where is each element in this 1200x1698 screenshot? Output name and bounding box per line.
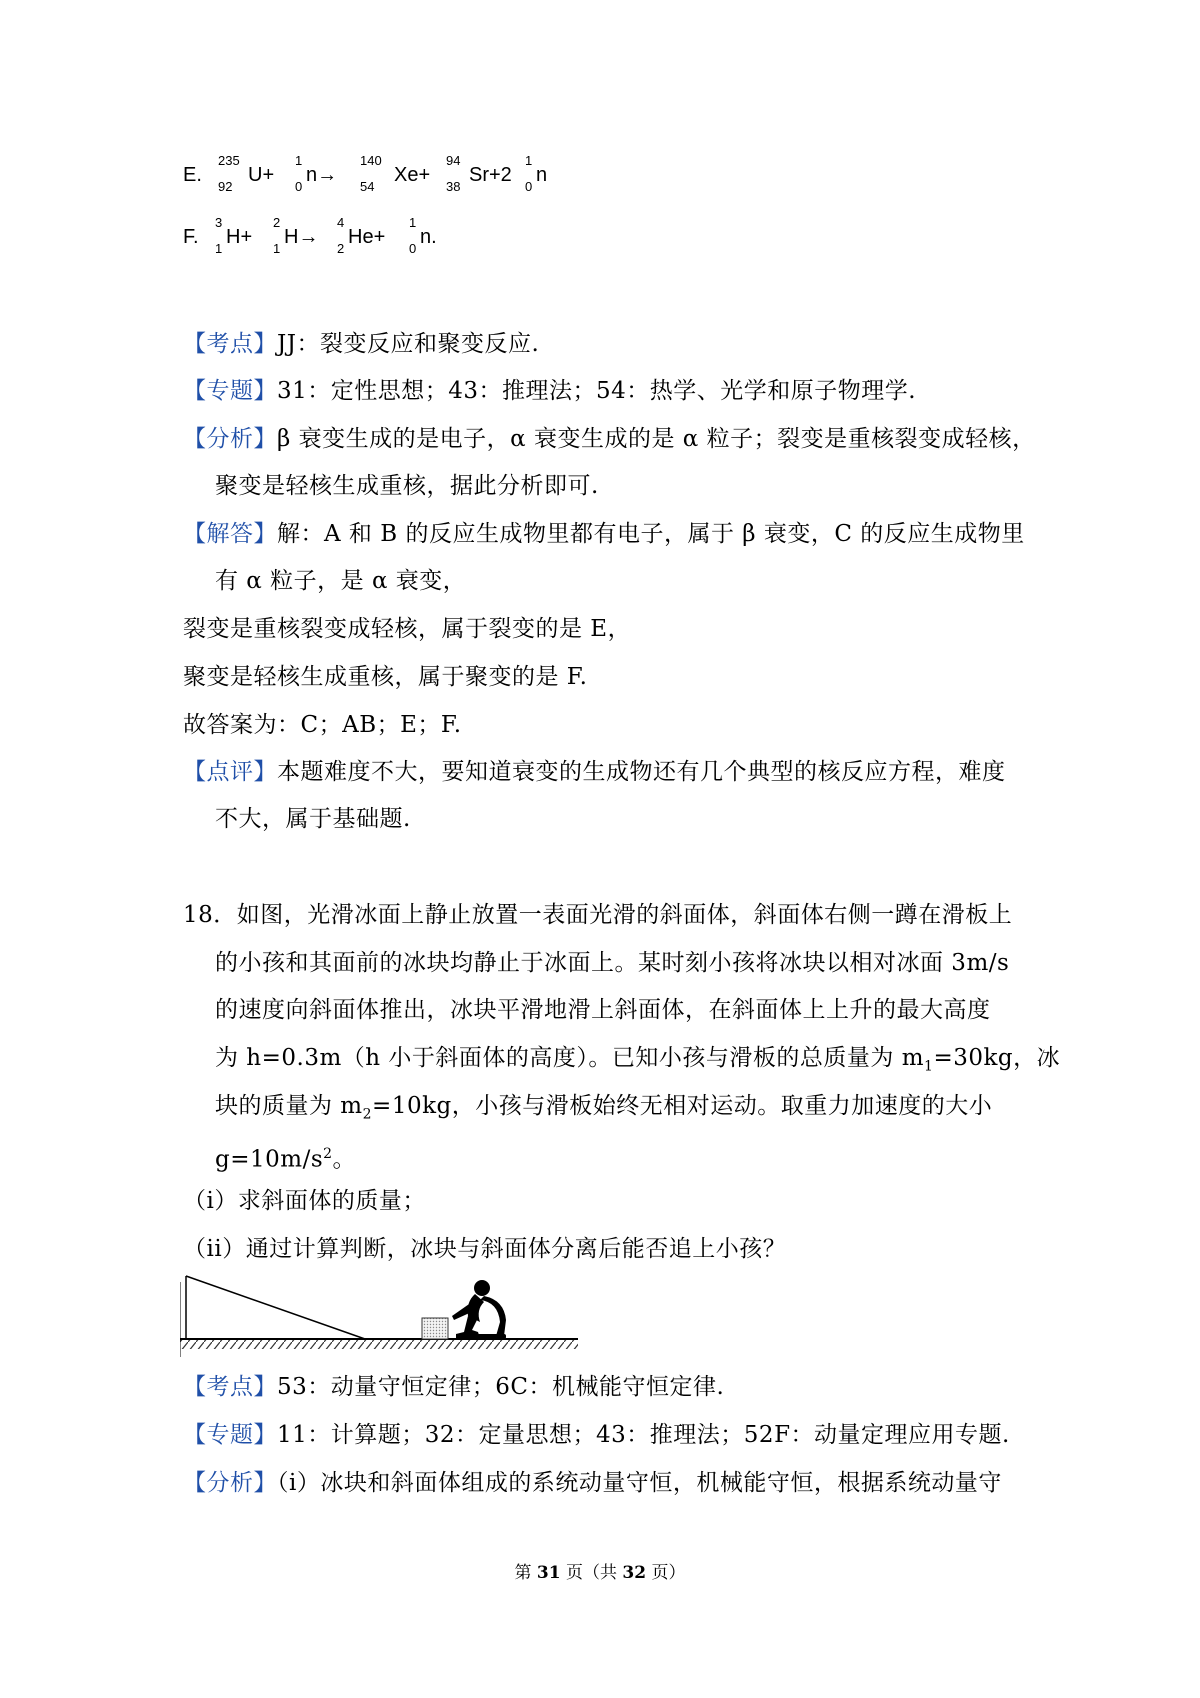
ground-hatch — [180, 1339, 578, 1349]
answer-line: 故答案为：C；AB；E；F. — [183, 712, 462, 738]
fenxi-text: β 衰变生成的是电子，α 衰变生成的是 α 粒子；裂变是重核裂变成轻核， — [277, 426, 1036, 452]
page-number: 31 — [536, 1563, 561, 1583]
kaodian-text: 53：动量守恒定律；6C：机械能守恒定律. — [277, 1374, 725, 1400]
fenxi-tag: 【分析】 — [183, 426, 277, 452]
question18-part-i: （i）求斜面体的质量； — [183, 1188, 426, 1214]
kaodian-tag: 【考点】 — [183, 331, 277, 357]
kaodian-row — [183, 329, 539, 359]
incline-ice-child-figure — [180, 1272, 580, 1362]
equation-e-label: E. — [183, 164, 202, 186]
dianping-continuation: 不大，属于基础题. — [215, 806, 411, 832]
zhuanti-row — [183, 376, 916, 406]
total-pages: 32 — [622, 1563, 647, 1583]
equation-f-label: F. — [183, 226, 199, 248]
zhuanti-row-18 — [183, 1420, 1010, 1450]
dianping-text: 本题难度不大，要知道衰变的生成物还有几个典型的核反应方程，难度 — [277, 759, 1006, 785]
question18-line-4: 为 h=0.3m（h 小于斜面体的高度）。已知小孩与滑板的总质量为 $m_1=30kg$，冰 — [215, 1045, 1061, 1075]
jieda-continuation: 有 α 粒子，是 α 衰变， — [215, 568, 467, 594]
incline-slope — [186, 1276, 365, 1339]
question18-part-ii: （ii）通过计算判断，冰块与斜面体分离后能否追上小孩？ — [183, 1236, 787, 1262]
jieda-row — [183, 519, 1025, 549]
equation-e: E. 235 92 U+ 1 0 n→ 140 54 Xe+ 94 38 Sr+2 1 0 n — [183, 153, 548, 194]
zhuanti-text: 11：计算题；32：定量思想；43：推理法；52F：动量定理应用专题. — [277, 1422, 1010, 1448]
question18-line-6: $g=10m/s^2$。 — [215, 1146, 357, 1173]
question18-line-2: 的小孩和其面前的冰块均静止于冰面上。某时刻小孩将冰块以相对冰面 3m/s — [215, 950, 1010, 976]
fenxi-tag: 【分析】 — [183, 1470, 277, 1496]
dianping-tag: 【点评】 — [183, 759, 277, 785]
jieda-tag: 【解答】 — [183, 521, 277, 547]
fenxi-text: （i）冰块和斜面体组成的系统动量守恒，机械能守恒，根据系统动量守 — [277, 1470, 1002, 1496]
page-footer: 第 31 页（共 32 页） — [514, 1563, 686, 1583]
jieda-line-3: 裂变是重核裂变成轻核，属于裂变的是 E， — [183, 616, 632, 642]
question18-line-5: 块的质量为 $m_2=10kg$，小孩与滑板始终无相对运动。取重力加速度的大小 — [215, 1093, 993, 1123]
fenxi-row-18 — [183, 1468, 1002, 1498]
question18-line-1: 18．如图，光滑冰面上静止放置一表面光滑的斜面体，斜面体右侧一蹲在滑板上 — [183, 902, 1013, 928]
kaodian-text: JJ：裂变反应和聚变反应. — [277, 331, 540, 357]
fenxi-continuation: 聚变是轻核生成重核，据此分析即可. — [215, 473, 599, 499]
kaodian-tag: 【考点】 — [183, 1374, 277, 1400]
kaodian-row-18 — [183, 1372, 724, 1402]
child-on-skateboard — [452, 1280, 506, 1339]
zhuanti-text: 31：定性思想；43：推理法；54：热学、光学和原子物理学. — [277, 378, 917, 404]
jieda-text: 解：A 和 B 的反应生成物里都有电子，属于 β 衰变，C 的反应生成物里 — [277, 521, 1025, 547]
equation-f: F. 3 1 H+ 2 1 H→ 4 2 He+ 1 0 n. — [183, 215, 437, 256]
dianping-row — [183, 757, 1006, 787]
zhuanti-tag: 【专题】 — [183, 378, 277, 404]
zhuanti-tag: 【专题】 — [183, 1422, 277, 1448]
fenxi-row — [183, 424, 1036, 454]
jieda-line-4: 聚变是轻核生成重核，属于聚变的是 F. — [183, 664, 588, 690]
ice-block — [422, 1318, 448, 1339]
question18-line-3: 的速度向斜面体推出，冰块平滑地滑上斜面体，在斜面体上上升的最大高度 — [215, 997, 991, 1023]
